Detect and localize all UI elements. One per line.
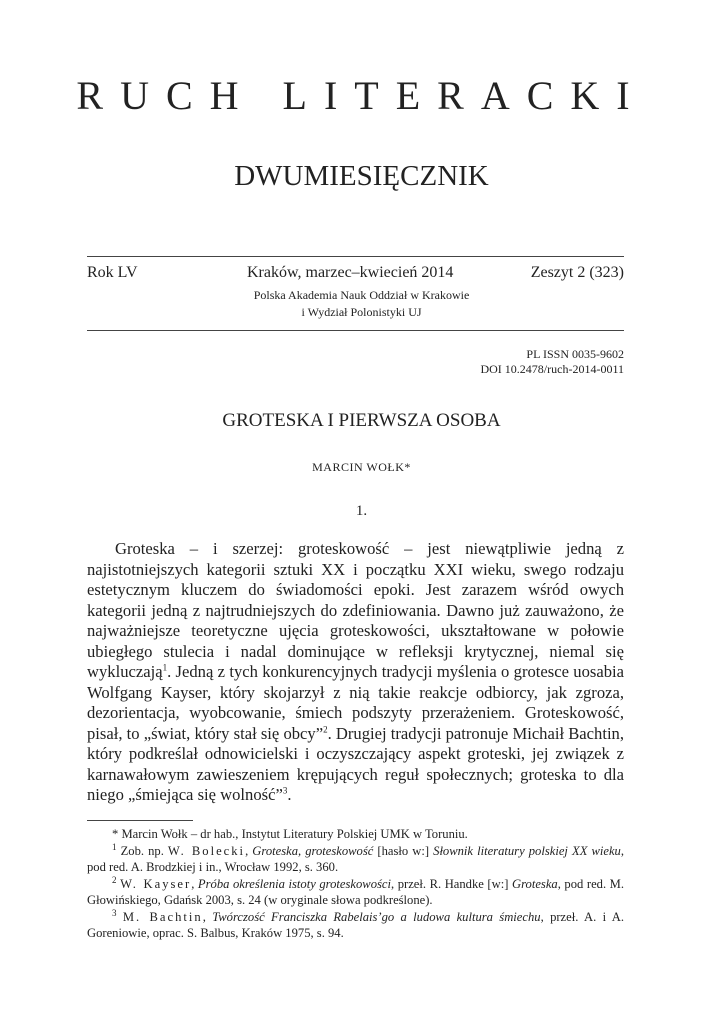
publisher-line-1: Polska Akademia Nauk Oddział w Krakowie xyxy=(253,288,470,302)
footnote-rule xyxy=(87,820,193,821)
footnote-source: Groteska xyxy=(512,876,558,891)
issn: PL ISSN 0035-9602 xyxy=(526,347,624,361)
body-text-part: . Drugiej tradycji patronuje Michaił Bachtin, który podkreślał odnowicielski i oczyszczający aspekt groteski, jej związek z karnawałowym zawieszeniem krępujących reguł społecznych; groteska to dla niego „śmiejąca się wolność” xyxy=(87,723,624,804)
body-text-part: . xyxy=(287,785,292,804)
footnote-3 xyxy=(87,909,624,942)
footnote-number: 1 xyxy=(112,841,117,852)
body-text-part: . Jedną z tych konkurencyjnych tradycji myślenia o grotesce uosabia Wolfgang Kayser, który skojarzył z nią takie reakcje odbiorcy, jak zgroza, dezorientacja, wyobcowanie, śmiech podszyty przerażeniem. Groteskowość, pisał, to „świat, który stał się obcy” xyxy=(87,662,624,743)
footnote-text: , pod red. A. Brodzkiej i in., Wrocław 1992, s. 360. xyxy=(87,843,625,874)
footnote-text: , xyxy=(245,843,253,858)
doi: DOI 10.2478/ruch-2014-0011 xyxy=(480,362,624,376)
body-text-part: Groteska – i szerzej: groteskowość – jest niewątpliwie jedną z najistotniejszych kategorii sztuki XX i początku XXI wieku, swego rodzaju estetycznym kluczem do świadomości epoki. Jest zarazem wśród owych kategorii jedną z najtrudniejszych do zdefiniowania. Dawno już zauważono, że najważniejsze teoretyczne ujęcia groteskowości, ukształtowane w połowie ubiegłego stulecia i nadal dominujące w refleksji krytycznej, niemal się wykluczają xyxy=(87,539,624,681)
publisher-line-2: i Wydział Polonistyki UJ xyxy=(301,305,422,319)
header-rule-top xyxy=(87,256,624,257)
journal-subtitle: DWUMIESIĘCZNIK xyxy=(234,160,489,192)
footnote-text: [hasło w:] xyxy=(373,843,434,858)
footnote-text: , pod red. M. Głowińskiego, Gdańsk 2003, s. 24 (w oryginale słowa podkreślone). xyxy=(87,876,625,907)
place-date: Kraków, marzec–kwiecień 2014 xyxy=(247,264,454,281)
footnote-1 xyxy=(87,843,624,876)
footnote-ref: 2 xyxy=(323,723,328,734)
footnote-author: W. Kayser xyxy=(120,876,192,891)
footnote-star: * Marcin Wołk – dr hab., Instytut Literatury Polskiej UMK w Toruniu. xyxy=(112,827,468,841)
footnote-number: 2 xyxy=(112,874,117,885)
footnote-author: M. Bachtin xyxy=(122,909,203,924)
footnote-text: , przeł. A. i A. Goreniowie, oprac. S. Balbus, Kraków 1975, s. 94. xyxy=(87,909,624,940)
footnote-text: , przeł. R. Handke [w:] xyxy=(390,876,512,891)
article-author: MARCIN WOŁK* xyxy=(312,460,411,474)
section-number: 1. xyxy=(355,503,368,519)
footnote-title: Twórczość Franciszka Rabelais’go a ludowa kultura śmiechu xyxy=(212,909,541,924)
footnote-ref: 1 xyxy=(162,662,168,673)
footnote-text: Zob. np. xyxy=(116,843,168,858)
volume-year: Rok LV xyxy=(87,264,138,281)
journal-title: RUCH LITERACKI xyxy=(76,73,647,118)
article-title: GROTESKA I PIERWSZA OSOBA xyxy=(222,410,501,431)
body-text xyxy=(87,539,624,806)
footnote-text: , xyxy=(202,909,213,924)
footnote-title: Próba określenia istoty groteskowości xyxy=(197,876,391,891)
footnote-number: 3 xyxy=(112,907,117,918)
footnote-title: Groteska, groteskowość xyxy=(252,843,374,858)
footnote-author: W. Bolecki xyxy=(167,843,246,858)
issue-number: Zeszyt 2 (323) xyxy=(530,264,624,281)
footnote-source: Słownik literatury polskiej XX wieku xyxy=(433,843,621,858)
footnote-2 xyxy=(87,876,624,909)
footnotes xyxy=(87,826,624,942)
footnote-text: , xyxy=(191,876,198,891)
body-paragraph xyxy=(87,539,624,806)
header-rule-bottom xyxy=(87,330,624,331)
footnote-ref: 3 xyxy=(282,785,288,796)
